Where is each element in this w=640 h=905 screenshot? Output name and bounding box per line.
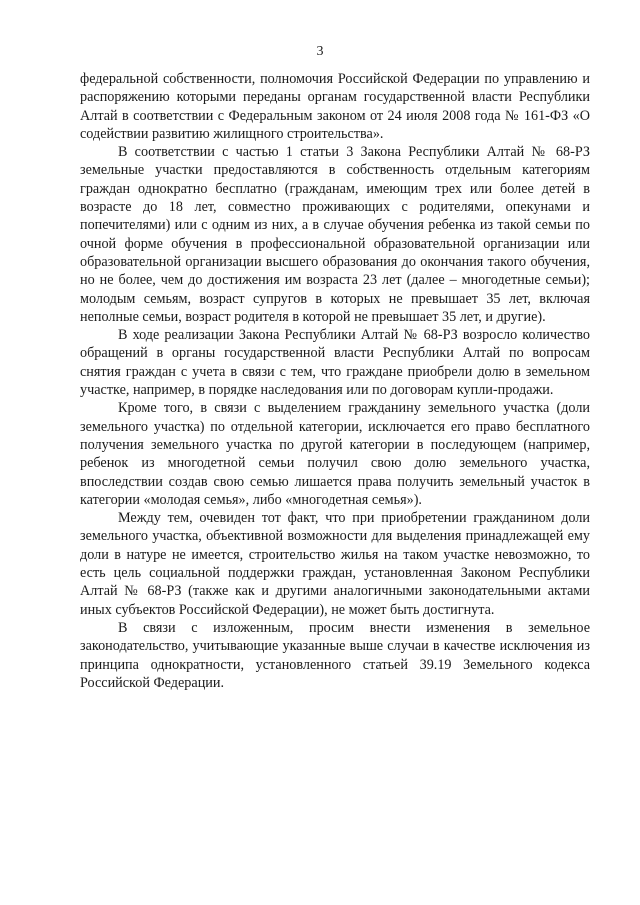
paragraph-additionally: Кроме того, в связи с выделением гражданину земельного участка (доли земельного участка) по отдельной категории, исключается его право бесплатного получения земельного участка по другой категории в последующем (например, ребенок из многодетной семьи получил свою долю земельного участка, впоследствии создав свою семью лишается права получить земельный участок в категории «молодая семья», либо «многодетная семья»).: [80, 400, 590, 508]
paragraph-request: В связи с изложенным, просим внести изменения в земельное законодательство, учитывающие указанные выше случаи в качестве исключения из принципа однократности, установленного статьей 39.19 Земельного кодекса Российской Федерации.: [80, 619, 590, 691]
document-body: [80, 70, 590, 692]
paragraph-law-article: В соответствии с частью 1 статьи 3 Закона Республики Алтай № 68-РЗ земельные участки предоставляются в собственность отдельным категориям граждан однократно бесплатно (гражданам, имеющим трех или более детей в возрасте до 18 лет, совместно проживающих с родителями, опекунами и попечителями) или с одним из них, а в случае обучения ребенка из такой семьи по очной форме обучения в профессиональной образовательной организации или образовательной организации высшего образования до окончания такого обучения, но не более, чем до достижения им возраста 23 лет (далее – многодетные семьи); молодым семьям, возраст супругов в которых не превышает 35 лет, включая неполные семьи, возраст родителя в которой не превышает 35 лет, и другие).: [80, 144, 590, 325]
paragraph-continuation: федеральной собственности, полномочия Российской Федерации по управлению и распоряжению которыми переданы органам государственной власти Республики Алтай в соответствии с Федеральным законом от 24 июля 2008 года № 161-ФЗ «О содействии развитию жилищного строительства».: [80, 71, 590, 142]
page-number: 3: [316, 44, 324, 59]
paragraph-meanwhile: Между тем, очевиден тот факт, что при приобретении гражданином доли земельного участка, объективной возможности для выделения принадлежащей ему доли в натуре не имеется, строительство жилья на таком участке невозможно, то есть цель социальной поддержки граждан, установленная Законом Республики Алтай № 68-РЗ (также как и другими аналогичными законодательными актами иных субъектов Российской Федерации), не может быть достигнута.: [80, 510, 590, 618]
paragraph-implementation: В ходе реализации Закона Республики Алтай № 68-РЗ возросло количество обращений в органы государственной власти Республики Алтай по вопросам снятия граждан с учета в связи с тем, что граждане приобрели долю в земельном участке, например, в порядке наследования или по договорам купли-продажи.: [80, 327, 590, 399]
